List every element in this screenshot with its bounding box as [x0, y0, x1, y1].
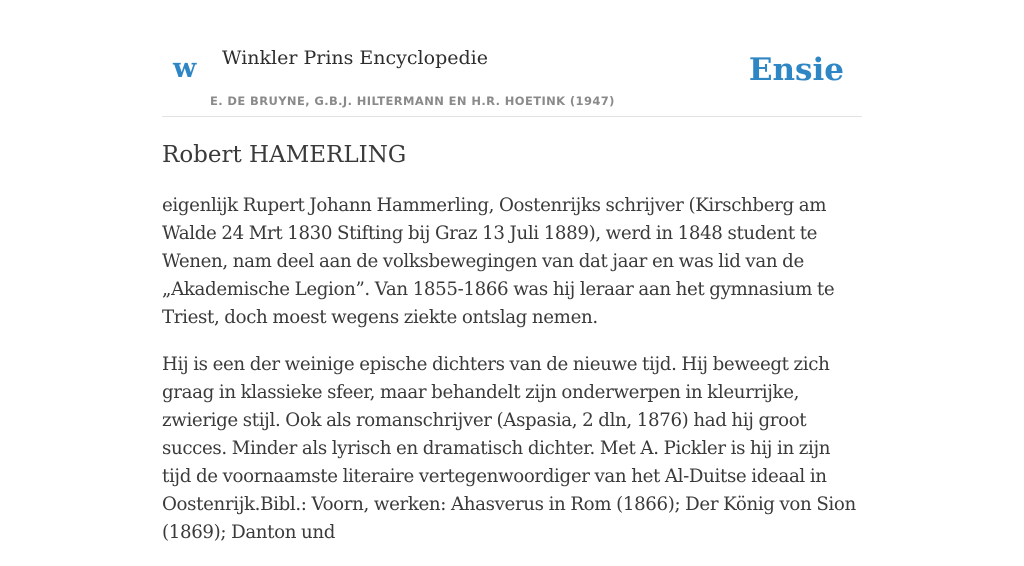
article-paragraph: Hij is een der weinige epische dichters van de nieuwe tijd. Hij beweegt zich graag in klassieke sfeer, maar behandelt zijn onderwerpen in kleurrijke, zwierige stijl. Ook als romanschrijver (Aspasia, 2 dln, 1876) had hij groot succes. Minder als lyrisch en dramatisch dichter. Met A. Pickler is hij in zijn tijd de voornaamste literaire vertegenwoordiger van het Al-Duitse ideaal in Oostenrijk.Bibl.: Voorn, werken: Ahasverus in Rom (1866); Der König von Sion (1869); Danton und	[162, 354, 856, 543]
article-body	[162, 192, 862, 566]
site-header	[162, 0, 862, 117]
ensie-logo[interactable]: Ensie	[748, 52, 844, 88]
article-paragraph: eigenlijk Rupert Johann Hammerling, Oostenrijks schrijver (Kirschberg am Walde 24 Mrt 1830 Stifting bij Graz 13 Juli 1889), werd in 1848 student te Wenen, nam deel aan de volksbewegingen van dat jaar en was lid van de „Akademische Legion”. Van 1855-1866 was hij leraar aan het gymnasium te Triest, doch moest wegens ziekte ontslag nemen.	[162, 195, 835, 328]
winkler-prins-logo[interactable]: w	[173, 53, 197, 84]
article-title: Robert HAMERLING	[162, 142, 407, 168]
source-title[interactable]: Winkler Prins Encyclopedie	[222, 47, 488, 69]
source-authors: E. DE BRUYNE, G.B.J. HILTERMANN EN H.R. HOETINK (1947)	[210, 94, 615, 108]
